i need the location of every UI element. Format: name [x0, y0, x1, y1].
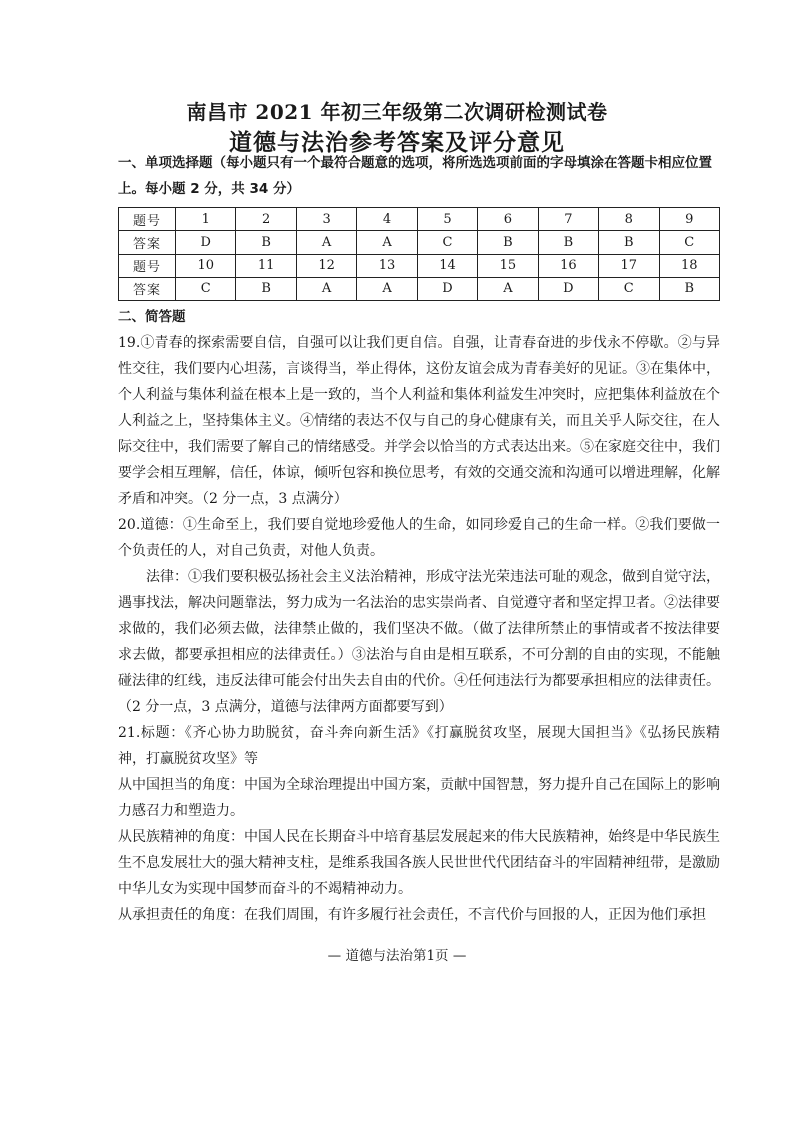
table-cell: 7	[538, 208, 598, 231]
table-row-header: 答案	[119, 277, 176, 300]
table-cell: A	[478, 277, 538, 300]
answer-21-national-spirit: 从民族精神的角度：中国人民在长期奋斗中培育基层发展起来的伟大民族精神，始终是中华民族生生不息发展壮大的强大精神支柱，是维系我国各族人民世世代代团结奋斗的牢固精神纽带，是激励中华儿女为实现中国梦而奋斗的不竭精神动力。	[118, 829, 720, 897]
table-cell: 9	[659, 208, 720, 231]
table-cell: 1	[176, 208, 236, 231]
table-cell: 17	[599, 254, 659, 277]
table-cell: B	[236, 277, 296, 300]
table-cell: 15	[478, 254, 538, 277]
table-cell: 11	[236, 254, 296, 277]
table-cell: 4	[357, 208, 417, 231]
table-cell: A	[357, 277, 417, 300]
table-cell: B	[659, 277, 720, 300]
table-cell: A	[296, 277, 356, 300]
page-footer: — 道德与法治第1页 —	[327, 948, 467, 964]
table-cell: C	[417, 231, 477, 254]
table-cell: 3	[296, 208, 356, 231]
table-cell: 2	[236, 208, 296, 231]
answer-20-morality: 20.道德：①生命至上，我们要自觉地珍爱他人的生命，如同珍爱自己的生命一样。②我们要做一个负责任的人，对自己负责，对他人负责。	[118, 517, 720, 559]
table-cell: B	[236, 231, 296, 254]
table-row	[119, 208, 720, 231]
table-cell: A	[357, 231, 417, 254]
table-cell: A	[296, 231, 356, 254]
section-heading-multiple-choice: 一、单项选择题（每小题只有一个最符合题意的选项，将所选选项前面的字母填涂在答题卡相应位置上。每小题 2 分，共 34 分）	[118, 155, 712, 197]
table-cell: D	[417, 277, 477, 300]
table-cell: 8	[599, 208, 659, 231]
answer-body	[118, 330, 720, 928]
table-cell: B	[538, 231, 598, 254]
table-cell: 14	[417, 254, 477, 277]
answer-20-law: 法律：①我们要积极弘扬社会主义法治精神，形成守法光荣违法可耻的观念，做到自觉守法，遇事找法，解决问题靠法，努力成为一名法治的忠实崇尚者、自觉遵守者和坚定捍卫者。②法律要求做的，我们必须去做，法律禁止做的，我们坚决不做。（做了法律所禁止的事情或者不按法律要求去做，都要承担相应的法律责任。）③法治与自由是相互联系，不可分割的自由的实现，不能触碰法律的红线，违反法律可能会付出失去自由的代价。④任何违法行为都要承担相应的法律责任。（2 分一点，3 点满分，道德与法律两方面都要写到）	[118, 569, 720, 715]
answer-table	[118, 207, 720, 301]
table-cell: 13	[357, 254, 417, 277]
answer-21-responsibility: 从承担责任的角度：在我们周围，有许多履行社会责任，不言代价与回报的人，正因为他们承担	[118, 907, 706, 923]
table-cell: 16	[538, 254, 598, 277]
table-cell: 5	[417, 208, 477, 231]
table-cell: D	[538, 277, 598, 300]
answer-19: 19.①青春的探索需要自信，自强可以让我们更自信。自强，让青春奋进的步伐永不停歇。②与异性交往，我们要内心坦荡，言谈得当，举止得体，这份友谊会成为青春美好的见证。③在集体中，个人利益与集体利益在根本上是一致的，当个人利益和集体利益发生冲突时，应把集体利益放在个人利益之上，坚持集体主义。④情绪的表达不仅与自己的身心健康有关，而且关乎人际交往，在人际交往中，我们需要了解自己的情绪感受。并学会以恰当的方式表达出来。⑤在家庭交往中，我们要学会相互理解，信任，体谅，倾听包容和换位思考，有效的交通交流和沟通可以增进理解，化解矛盾和冲突。（2 分一点，3 点满分）	[118, 335, 720, 507]
table-row-header: 题号	[119, 254, 176, 277]
table-row	[119, 231, 720, 254]
table-cell: 12	[296, 254, 356, 277]
table-row-header: 题号	[119, 208, 176, 231]
table-cell: 10	[176, 254, 236, 277]
answer-21-titles: 21.标题：《齐心协力助脱贫，奋斗奔向新生活》《打赢脱贫攻坚，展现大国担当》《弘扬民族精神，打赢脱贫攻坚》等	[118, 725, 720, 767]
exam-title: 南昌市 2021 年初三年级第二次调研检测试卷	[186, 100, 608, 124]
table-cell: C	[659, 231, 720, 254]
table-cell: C	[176, 277, 236, 300]
table-cell: 6	[478, 208, 538, 231]
answer-21-china-role: 从中国担当的角度：中国为全球治理提出中国方案，贡献中国智慧，努力提升自己在国际上的影响力感召力和塑造力。	[118, 777, 720, 819]
table-cell: C	[599, 277, 659, 300]
table-cell: B	[478, 231, 538, 254]
table-cell: B	[599, 231, 659, 254]
document-subtitle: 道德与法治参考答案及评分意见	[229, 129, 565, 156]
table-cell: 18	[659, 254, 720, 277]
table-row	[119, 254, 720, 277]
table-row	[119, 277, 720, 300]
table-cell: D	[176, 231, 236, 254]
table-row-header: 答案	[119, 231, 176, 254]
section-heading-short-answer: 二、简答题	[118, 309, 186, 325]
